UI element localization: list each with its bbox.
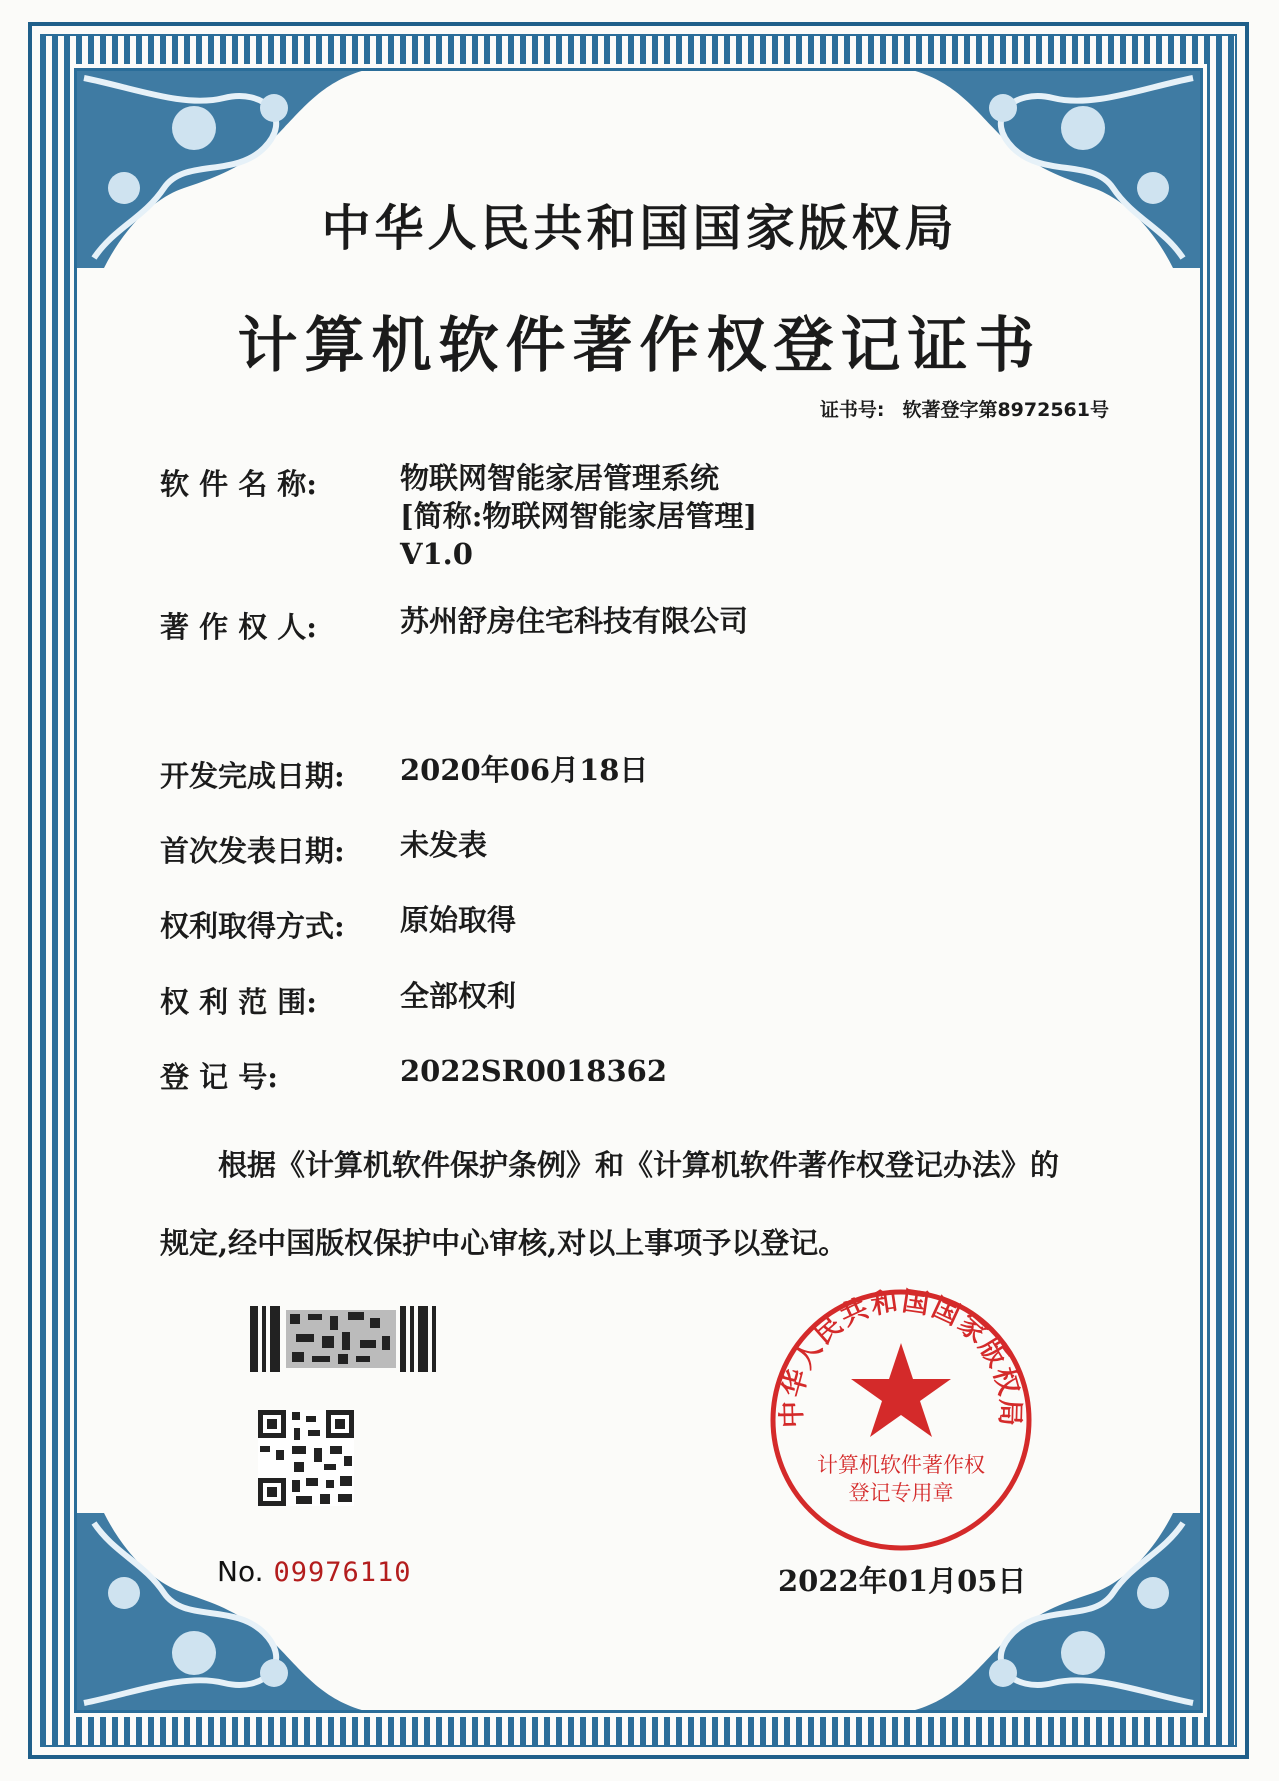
qr-code [258,1410,354,1506]
seal-center-line2: 登记专用章 [848,1481,954,1505]
statement-line2: 规定,经中国版权保护中心审核,对以上事项予以登记。 [160,1226,848,1260]
serial-prefix: No. [217,1555,264,1588]
software-name-line3: V1.0 [400,537,473,571]
certificate-number-value: 软著登字第8972561号 [902,399,1109,421]
official-seal [766,1285,1036,1555]
registration-number-label: 登 记 号: [160,1060,278,1094]
serial-value: 09976110 [273,1557,412,1588]
star-icon [851,1343,951,1437]
barcode [250,1306,436,1372]
corner-ornament-bottom-left [74,1513,374,1713]
first-publication-date-value: 未发表 [400,828,488,862]
rights-acquisition-value: 原始取得 [400,903,517,937]
rights-acquisition-label: 权利取得方式: [160,909,345,943]
rights-scope-value: 全部权利 [400,979,517,1013]
first-publication-date-label: 首次发表日期: [160,834,345,868]
certificate-number-label: 证书号: [819,399,885,421]
dev-completion-date-value: 2020年06月18日 [400,753,649,787]
software-name-value [400,459,757,573]
registration-number-value: 2022SR0018362 [400,1054,668,1088]
certificate-title: 计算机软件著作权登记证书 [237,311,1042,381]
issue-date: 2022年01月05日 [778,1564,1027,1598]
dev-completion-date-label: 开发完成日期: [160,759,345,793]
statement-line1: 根据《计算机软件保护条例》和《计算机软件著作权登记办法》的 [218,1148,1060,1182]
rights-scope-label: 权 利 范 围: [160,985,317,1019]
seal-ring-text: 中华人民共和国国家版权局 [776,1285,1026,1429]
authority-heading: 中华人民共和国国家版权局 [321,199,958,257]
seal-center-line1: 计算机软件著作权 [817,1453,985,1477]
software-name-line1: 物联网智能家居管理系统 [400,461,720,495]
copyright-owner-label: 著 作 权 人: [160,610,317,644]
serial-number [217,1555,412,1588]
software-name-label: 软 件 名 称: [160,467,317,501]
software-name-line2: [简称:物联网智能家居管理] [400,499,758,533]
certificate-number [820,395,1109,422]
copyright-owner-value: 苏州舒房住宅科技有限公司 [400,604,749,638]
